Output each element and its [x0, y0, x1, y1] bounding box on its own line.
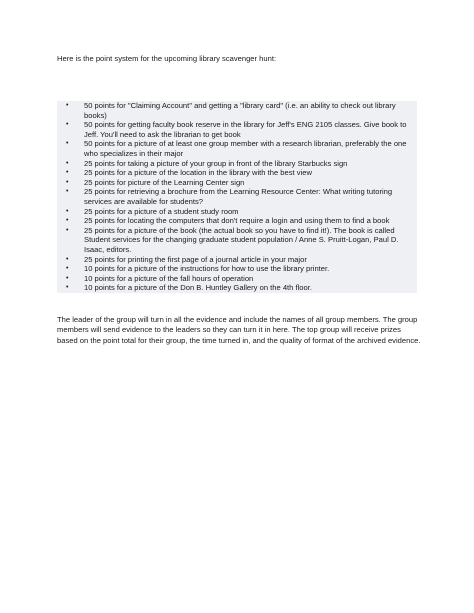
bullet-icon: • — [66, 217, 69, 225]
bullet-icon: • — [66, 226, 69, 234]
bullet-icon: • — [66, 274, 69, 282]
list-item — [57, 187, 417, 206]
list-item-text: 25 points for retrieving a brochure from the Learning Resource Center: What writing tutoring services are available for students? — [84, 187, 393, 206]
closing-paragraph: The leader of the group will turn in all the evidence and include the names of all group members. The group members will send evidence to the leaders so they can turn it in here. The top group will receive prizes based on the point total for their group, the time turned in, and the quality of format of the archived evidence. — [57, 315, 421, 345]
bullet-icon: • — [66, 140, 69, 148]
list-item-text: 25 points for printing the first page of a journal article in your major — [84, 254, 307, 264]
list-item-text: 25 points for picture of the Learning Center sign — [84, 177, 245, 187]
list-item — [57, 139, 417, 158]
list-item — [57, 159, 417, 169]
list-item-text: 25 points for locating the computers that don't require a login and using them to find a book — [84, 216, 390, 226]
list-item-text: 25 points for taking a picture of your group in front of the library Starbucks sign — [84, 158, 348, 168]
list-item — [57, 178, 417, 188]
bullet-icon: • — [66, 159, 69, 167]
bullet-icon: • — [66, 284, 69, 292]
bullet-icon: • — [66, 102, 69, 109]
list-item-text: 50 points for a picture of at least one group member with a research librarian, preferably the one who specializes in their major — [84, 139, 407, 158]
list-item-text: 50 points for getting faculty book reserve in the library for Jeff's ENG 2105 classes. Give book to Jeff. You'll need to ask the librarian to get book — [84, 120, 407, 139]
bullet-icon: • — [66, 188, 69, 196]
list-item — [57, 168, 417, 178]
list-item — [57, 101, 417, 120]
list-item-text: 10 points for a picture of the instructions for how to use the library printer. — [84, 264, 330, 274]
list-item — [57, 274, 417, 284]
bullet-icon: • — [66, 121, 69, 129]
list-item-text: 25 points for a picture of the location in the library with the best view — [84, 168, 312, 178]
bullet-icon: • — [66, 169, 69, 177]
bullet-icon: • — [66, 265, 69, 273]
list-item — [57, 264, 417, 274]
list-item — [57, 207, 417, 217]
list-item-text: 10 points for a picture of the fall hours of operation — [84, 273, 254, 283]
point-system-list — [57, 101, 417, 293]
bullet-icon: • — [66, 207, 69, 215]
list-item — [57, 255, 417, 265]
list-item-text: 25 points for a picture of the book (the actual book so you have to find it!). The book is called Student services for the changing graduate student population / Anne S. Pruitt-Logan, Paul D. Isaac, editors. — [84, 225, 399, 254]
list-item-text: 10 points for a picture of the Don B. Huntley Gallery on the 4th floor. — [84, 283, 312, 293]
intro-paragraph: Here is the point system for the upcoming library scavenger hunt: — [57, 54, 277, 63]
list-item-text: 50 points for "Claiming Account" and getting a "library card" (i.e. an ability to check out library books) — [84, 101, 396, 120]
list-item — [57, 120, 417, 139]
bullet-icon: • — [66, 255, 69, 263]
list-item-text: 25 points for a picture of a student study room — [84, 206, 239, 216]
list-item — [57, 226, 417, 255]
list-item — [57, 216, 417, 226]
list-item — [57, 283, 417, 293]
bullet-icon: • — [66, 178, 69, 186]
